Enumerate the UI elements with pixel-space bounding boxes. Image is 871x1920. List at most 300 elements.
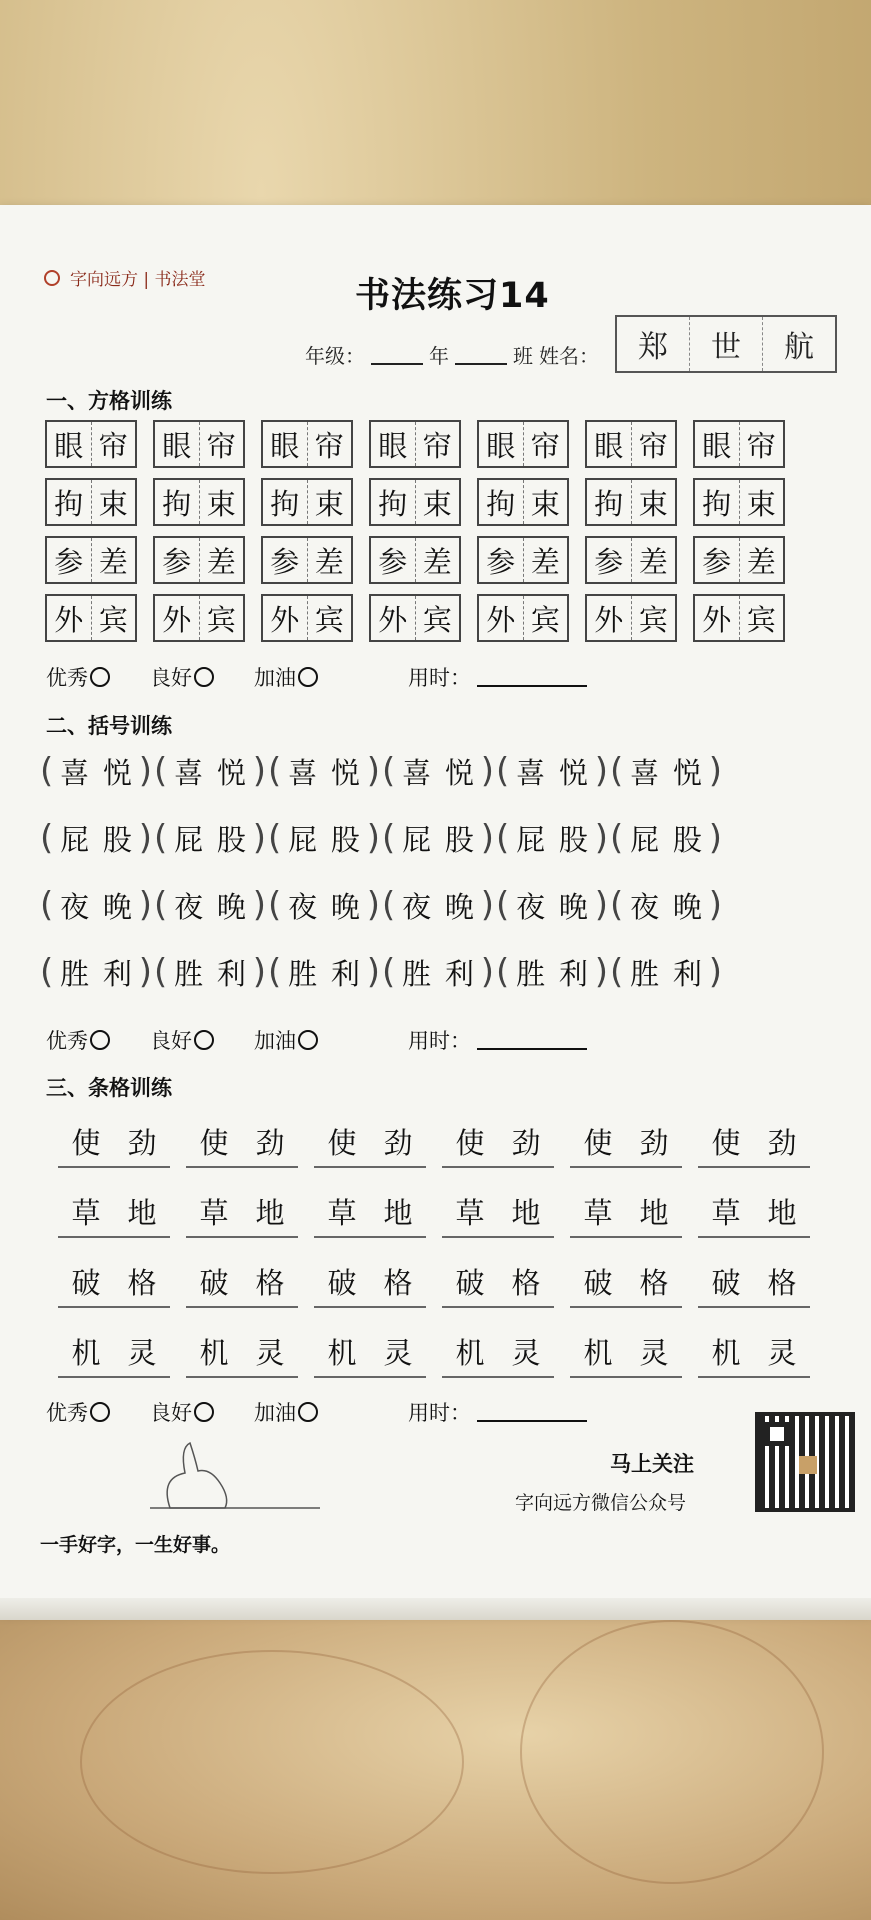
practice-char: 胜	[630, 956, 660, 991]
practice-char: 灵	[639, 1336, 669, 1370]
practice-box	[477, 420, 569, 468]
table-surface	[0, 1610, 871, 1920]
practice-char: 晚	[102, 889, 132, 924]
bracket-pair	[154, 885, 266, 926]
rating-good: 良好	[150, 1029, 192, 1053]
time-blank	[477, 667, 587, 687]
practice-box	[693, 536, 785, 584]
practice-char: 机	[71, 1336, 101, 1370]
rating-row-2	[46, 1025, 746, 1055]
left-bracket: (	[268, 885, 282, 925]
practice-char: 束	[98, 486, 128, 521]
practice-char: 悦	[672, 755, 702, 790]
practice-char: 眼	[479, 422, 524, 466]
line-pair	[58, 1180, 170, 1238]
line-pair	[570, 1250, 682, 1308]
practice-char: 地	[767, 1196, 797, 1230]
practice-char: 胜	[60, 956, 90, 991]
time-blank	[477, 1030, 587, 1050]
bracket-pair	[382, 818, 494, 859]
rating-keep: 加油	[254, 666, 296, 690]
qr-code	[755, 1412, 855, 1512]
line-pair	[186, 1320, 298, 1378]
practice-char: 束	[530, 486, 560, 521]
practice-char: 拘	[695, 480, 740, 524]
practice-char: 利	[216, 956, 246, 991]
bracket-row	[40, 946, 724, 998]
left-bracket: (	[610, 952, 624, 992]
practice-char: 使	[199, 1126, 229, 1160]
practice-char: 灵	[767, 1336, 797, 1370]
bracket-pair	[382, 885, 494, 926]
practice-char: 屁	[174, 822, 204, 857]
bracket-pair	[496, 818, 608, 859]
practice-char: 胜	[174, 956, 204, 991]
wechat-text: 字向远方微信公众号	[515, 1492, 687, 1514]
practice-char: 地	[639, 1196, 669, 1230]
practice-char: 喜	[402, 755, 432, 790]
line-pair	[442, 1320, 554, 1378]
practice-char: 地	[255, 1196, 285, 1230]
practice-char: 夜	[516, 889, 546, 924]
grid-row	[45, 594, 801, 642]
practice-char: 屁	[402, 822, 432, 857]
practice-char: 差	[746, 544, 776, 579]
practice-char: 参	[155, 538, 200, 582]
practice-char: 灵	[255, 1336, 285, 1370]
rating-good: 良好	[150, 666, 192, 690]
line-pair	[442, 1110, 554, 1168]
practice-char: 股	[330, 822, 360, 857]
left-bracket: (	[610, 818, 624, 858]
circle-icon	[194, 667, 214, 687]
practice-char: 劲	[511, 1126, 541, 1160]
practice-char: 胜	[402, 956, 432, 991]
bracket-practice-area	[40, 745, 724, 1013]
rating-good: 良好	[150, 1401, 192, 1425]
practice-char: 使	[583, 1126, 613, 1160]
practice-char: 外	[47, 596, 92, 640]
practice-char: 参	[587, 538, 632, 582]
practice-box	[477, 536, 569, 584]
right-bracket: )	[708, 751, 722, 791]
section-title-bracket: 二、括号训练	[46, 714, 172, 738]
follow-text: 马上关注	[610, 1452, 694, 1476]
line-pair	[314, 1110, 426, 1168]
practice-char: 外	[695, 596, 740, 640]
practice-char: 利	[102, 956, 132, 991]
practice-char: 草	[199, 1196, 229, 1230]
practice-char: 晚	[558, 889, 588, 924]
circle-icon	[194, 1402, 214, 1422]
paper-edge	[0, 1598, 871, 1620]
circle-icon	[90, 1030, 110, 1050]
practice-char: 帘	[422, 428, 452, 463]
practice-char: 喜	[60, 755, 90, 790]
practice-box	[585, 478, 677, 526]
right-bracket: )	[138, 818, 152, 858]
line-practice-area	[58, 1110, 826, 1390]
left-bracket: (	[382, 885, 396, 925]
left-bracket: (	[382, 952, 396, 992]
rating-keep: 加油	[254, 1029, 296, 1053]
practice-box	[369, 536, 461, 584]
left-bracket: (	[40, 818, 54, 858]
practice-box	[693, 478, 785, 526]
practice-char: 差	[98, 544, 128, 579]
bracket-pair	[154, 952, 266, 993]
practice-char: 屁	[630, 822, 660, 857]
practice-char: 喜	[630, 755, 660, 790]
practice-char: 悦	[102, 755, 132, 790]
practice-char: 帘	[314, 428, 344, 463]
right-bracket: )	[708, 885, 722, 925]
right-bracket: )	[252, 885, 266, 925]
line-pair	[698, 1110, 810, 1168]
bracket-pair	[610, 751, 722, 792]
right-bracket: )	[708, 818, 722, 858]
year-label: 年	[429, 344, 449, 368]
practice-char: 机	[455, 1336, 485, 1370]
practice-char: 拘	[263, 480, 308, 524]
practice-char: 悦	[444, 755, 474, 790]
practice-char: 束	[638, 486, 668, 521]
circle-icon	[298, 667, 318, 687]
left-bracket: (	[154, 818, 168, 858]
practice-char: 差	[530, 544, 560, 579]
name-box	[615, 315, 837, 373]
bracket-pair	[40, 751, 152, 792]
time-label: 用时：	[408, 666, 471, 690]
bracket-pair	[496, 952, 608, 993]
practice-char: 晚	[216, 889, 246, 924]
line-pair	[442, 1180, 554, 1238]
practice-box	[477, 594, 569, 642]
practice-box	[45, 536, 137, 584]
section-title-grid: 一、方格训练	[46, 389, 172, 413]
section-title-line: 三、条格训练	[46, 1076, 172, 1100]
left-bracket: (	[40, 885, 54, 925]
practice-char: 灵	[383, 1336, 413, 1370]
practice-char: 束	[314, 486, 344, 521]
bracket-row	[40, 745, 724, 797]
practice-char: 外	[479, 596, 524, 640]
name-label: 姓名：	[539, 344, 599, 368]
practice-char: 宾	[98, 602, 128, 637]
practice-char: 宾	[638, 602, 668, 637]
bracket-pair	[382, 751, 494, 792]
practice-box	[153, 478, 245, 526]
bracket-pair	[610, 818, 722, 859]
practice-char: 夜	[402, 889, 432, 924]
practice-char: 参	[479, 538, 524, 582]
practice-char: 悦	[558, 755, 588, 790]
line-row	[58, 1320, 826, 1378]
practice-box	[261, 420, 353, 468]
practice-char: 格	[511, 1266, 541, 1300]
right-bracket: )	[480, 818, 494, 858]
practice-char: 灵	[511, 1336, 541, 1370]
bracket-pair	[268, 885, 380, 926]
practice-char: 悦	[330, 755, 360, 790]
left-bracket: (	[496, 818, 510, 858]
practice-char: 外	[263, 596, 308, 640]
practice-char: 夜	[288, 889, 318, 924]
circle-icon	[298, 1030, 318, 1050]
right-bracket: )	[708, 952, 722, 992]
line-row	[58, 1110, 826, 1168]
practice-char: 破	[199, 1266, 229, 1300]
practice-char: 眼	[47, 422, 92, 466]
practice-char: 夜	[630, 889, 660, 924]
practice-box	[477, 478, 569, 526]
practice-char: 拘	[371, 480, 416, 524]
practice-char: 晚	[330, 889, 360, 924]
bracket-pair	[154, 751, 266, 792]
practice-char: 差	[422, 544, 452, 579]
name-char: 郑	[617, 317, 690, 371]
left-bracket: (	[610, 885, 624, 925]
right-bracket: )	[594, 751, 608, 791]
practice-char: 屁	[288, 822, 318, 857]
practice-char: 帘	[530, 428, 560, 463]
practice-char: 股	[102, 822, 132, 857]
practice-char: 差	[206, 544, 236, 579]
practice-char: 使	[71, 1126, 101, 1160]
practice-char: 夜	[174, 889, 204, 924]
practice-char: 地	[383, 1196, 413, 1230]
practice-box	[369, 478, 461, 526]
right-bracket: )	[480, 885, 494, 925]
practice-char: 悦	[216, 755, 246, 790]
line-pair	[186, 1250, 298, 1308]
rating-excellent: 优秀	[46, 666, 88, 690]
right-bracket: )	[138, 751, 152, 791]
line-pair	[314, 1320, 426, 1378]
bracket-pair	[268, 952, 380, 993]
left-bracket: (	[154, 952, 168, 992]
practice-char: 束	[422, 486, 452, 521]
practice-char: 草	[71, 1196, 101, 1230]
grid-row	[45, 536, 801, 584]
practice-char: 股	[672, 822, 702, 857]
practice-char: 格	[767, 1266, 797, 1300]
line-pair	[186, 1110, 298, 1168]
practice-char: 宾	[422, 602, 452, 637]
line-pair	[314, 1180, 426, 1238]
line-pair	[698, 1320, 810, 1378]
practice-char: 格	[639, 1266, 669, 1300]
time-blank	[477, 1402, 587, 1422]
practice-char: 眼	[695, 422, 740, 466]
practice-char: 格	[255, 1266, 285, 1300]
practice-char: 拘	[479, 480, 524, 524]
practice-char: 外	[155, 596, 200, 640]
practice-box	[153, 420, 245, 468]
bracket-pair	[610, 952, 722, 993]
practice-char: 胜	[516, 956, 546, 991]
bracket-pair	[268, 751, 380, 792]
right-bracket: )	[138, 952, 152, 992]
circle-icon	[90, 1402, 110, 1422]
right-bracket: )	[252, 751, 266, 791]
student-info	[305, 340, 599, 369]
practice-char: 劲	[383, 1126, 413, 1160]
left-bracket: (	[610, 751, 624, 791]
right-bracket: )	[138, 885, 152, 925]
practice-char: 胜	[288, 956, 318, 991]
circle-icon	[90, 667, 110, 687]
practice-char: 参	[263, 538, 308, 582]
practice-char: 格	[127, 1266, 157, 1300]
practice-char: 眼	[155, 422, 200, 466]
practice-box	[585, 420, 677, 468]
practice-char: 外	[371, 596, 416, 640]
left-bracket: (	[382, 751, 396, 791]
practice-box	[45, 420, 137, 468]
name-char: 航	[784, 330, 814, 365]
line-pair	[570, 1180, 682, 1238]
practice-char: 地	[127, 1196, 157, 1230]
practice-char: 破	[711, 1266, 741, 1300]
seal-icon	[44, 270, 60, 286]
line-pair	[698, 1180, 810, 1238]
line-pair	[58, 1250, 170, 1308]
practice-char: 使	[327, 1126, 357, 1160]
practice-box	[45, 478, 137, 526]
practice-char: 机	[199, 1336, 229, 1370]
left-bracket: (	[154, 751, 168, 791]
practice-box	[45, 594, 137, 642]
practice-box	[261, 594, 353, 642]
name-char: 世	[690, 317, 763, 371]
practice-box	[261, 478, 353, 526]
bracket-pair	[268, 818, 380, 859]
grid-practice-area	[45, 420, 801, 652]
right-bracket: )	[480, 952, 494, 992]
practice-char: 差	[638, 544, 668, 579]
left-bracket: (	[496, 885, 510, 925]
practice-char: 眼	[587, 422, 632, 466]
practice-char: 拘	[155, 480, 200, 524]
left-bracket: (	[40, 751, 54, 791]
practice-char: 夜	[60, 889, 90, 924]
right-bracket: )	[252, 952, 266, 992]
practice-char: 帘	[746, 428, 776, 463]
practice-char: 使	[711, 1126, 741, 1160]
practice-char: 利	[672, 956, 702, 991]
practice-char: 劲	[767, 1126, 797, 1160]
left-bracket: (	[382, 818, 396, 858]
rating-row-3	[46, 1397, 746, 1427]
circle-icon	[298, 1402, 318, 1422]
practice-char: 机	[583, 1336, 613, 1370]
practice-char: 帘	[638, 428, 668, 463]
practice-box	[585, 594, 677, 642]
line-pair	[698, 1250, 810, 1308]
practice-char: 劲	[255, 1126, 285, 1160]
practice-char: 股	[216, 822, 246, 857]
practice-char: 屁	[516, 822, 546, 857]
practice-char: 帘	[98, 428, 128, 463]
practice-char: 草	[711, 1196, 741, 1230]
practice-char: 喜	[174, 755, 204, 790]
bracket-pair	[382, 952, 494, 993]
right-bracket: )	[594, 818, 608, 858]
line-row	[58, 1180, 826, 1238]
left-bracket: (	[496, 952, 510, 992]
rating-excellent: 优秀	[46, 1029, 88, 1053]
page-title: 书法练习14	[355, 276, 550, 316]
right-bracket: )	[366, 952, 380, 992]
grid-row	[45, 478, 801, 526]
left-bracket: (	[154, 885, 168, 925]
practice-char: 差	[314, 544, 344, 579]
practice-char: 外	[587, 596, 632, 640]
practice-char: 晚	[672, 889, 702, 924]
line-pair	[442, 1250, 554, 1308]
practice-box	[693, 594, 785, 642]
left-bracket: (	[496, 751, 510, 791]
left-bracket: (	[268, 952, 282, 992]
class-blank	[455, 345, 507, 365]
rabbit-illustration	[150, 1438, 320, 1513]
practice-char: 灵	[127, 1336, 157, 1370]
practice-char: 喜	[288, 755, 318, 790]
practice-char: 喜	[516, 755, 546, 790]
bracket-pair	[40, 885, 152, 926]
rating-keep: 加油	[254, 1401, 296, 1425]
right-bracket: )	[252, 818, 266, 858]
left-bracket: (	[40, 952, 54, 992]
practice-char: 草	[455, 1196, 485, 1230]
practice-char: 草	[583, 1196, 613, 1230]
line-pair	[58, 1110, 170, 1168]
left-bracket: (	[268, 751, 282, 791]
grade-blank	[371, 345, 423, 365]
practice-char: 屁	[60, 822, 90, 857]
practice-char: 帘	[206, 428, 236, 463]
practice-char: 拘	[587, 480, 632, 524]
practice-char: 宾	[206, 602, 236, 637]
practice-box	[153, 594, 245, 642]
bracket-pair	[40, 818, 152, 859]
grade-label: 年级：	[305, 344, 365, 368]
left-bracket: (	[268, 818, 282, 858]
line-pair	[58, 1320, 170, 1378]
practice-char: 晚	[444, 889, 474, 924]
class-label: 班	[513, 344, 533, 368]
bracket-row	[40, 879, 724, 931]
practice-char: 参	[371, 538, 416, 582]
practice-char: 劲	[639, 1126, 669, 1160]
practice-char: 束	[746, 486, 776, 521]
time-label: 用时：	[408, 1401, 471, 1425]
practice-char: 劲	[127, 1126, 157, 1160]
practice-char: 参	[695, 538, 740, 582]
time-label: 用时：	[408, 1029, 471, 1053]
bracket-pair	[40, 952, 152, 993]
practice-char: 宾	[746, 602, 776, 637]
practice-char: 束	[206, 486, 236, 521]
practice-char: 宾	[314, 602, 344, 637]
practice-char: 破	[71, 1266, 101, 1300]
brand-text: 字向远方 | 书法堂	[70, 270, 206, 290]
practice-char: 机	[711, 1336, 741, 1370]
practice-char: 破	[455, 1266, 485, 1300]
circle-icon	[194, 1030, 214, 1050]
line-pair	[570, 1110, 682, 1168]
